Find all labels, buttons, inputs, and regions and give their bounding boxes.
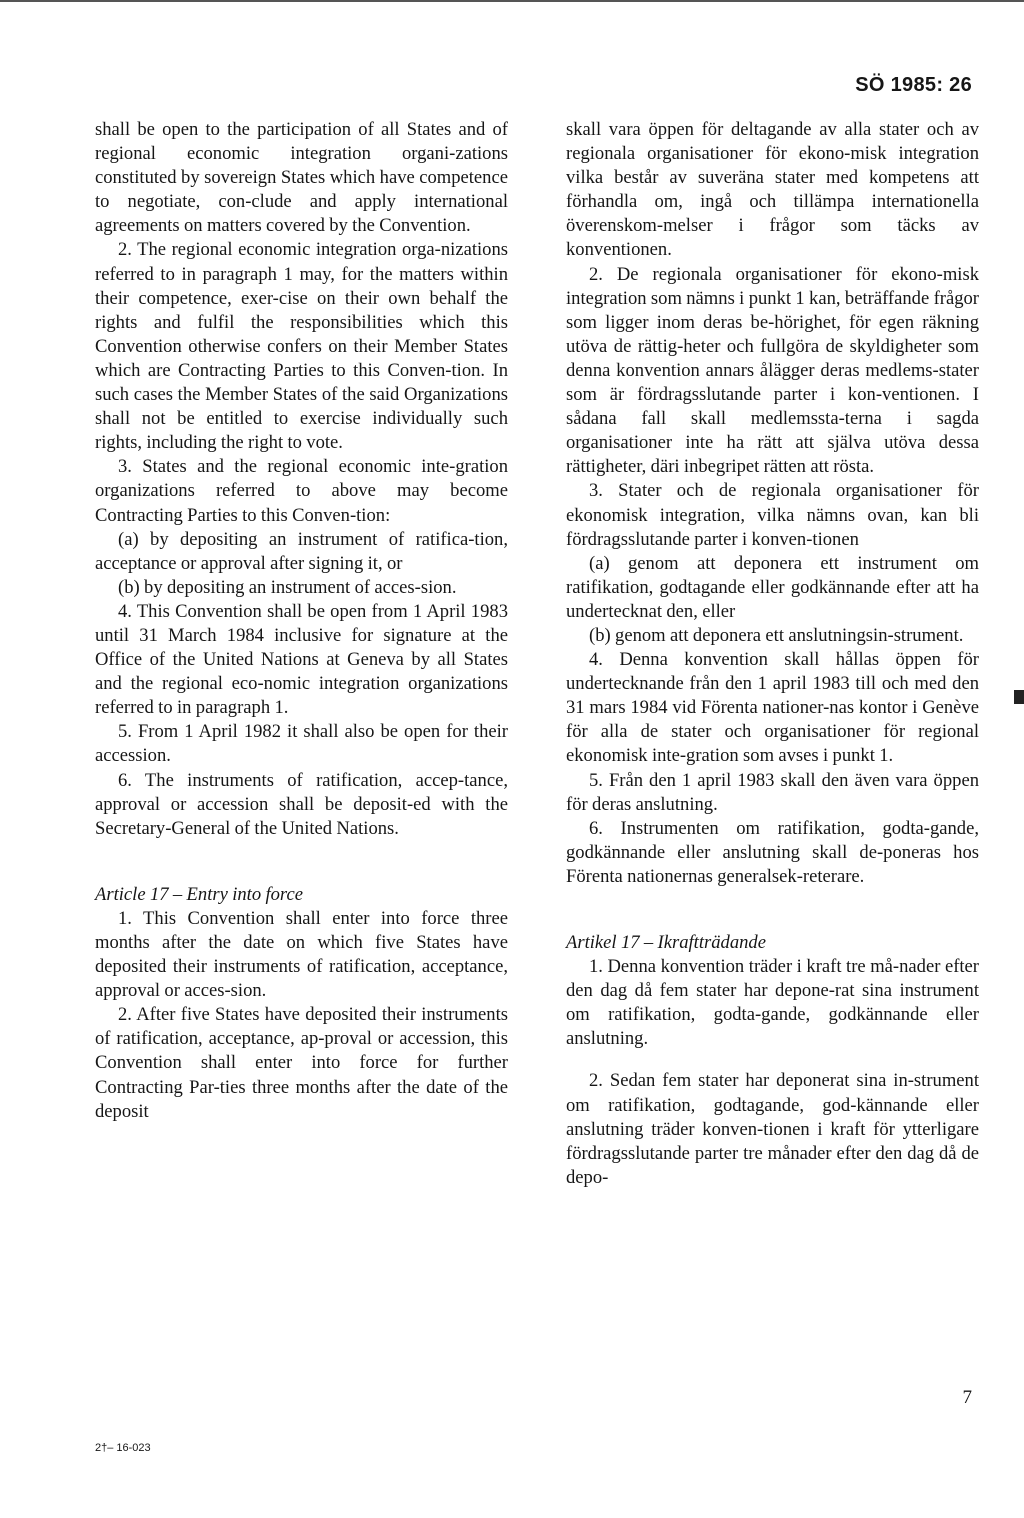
sv-paragraph-2: 2. De regionala organisationer för ekono-misk integration som nämns i punkt 1 kan, beträffande frågor som ligger inom deras be-hörighet, för egen räkning utöva de rättig-heter och fullgöra de skyldigheter som denna konvention annars ålägger deras medlems-stater som är fördragsslutande parter i kon-ventionen. I sådana fall skall medlemssta-terna i sagda organisationer inte ha rätt att själva utöva dessa rättigheter, däri inbegripet rätten att rösta. (566, 263, 979, 478)
en-paragraph-3a: (a) by depositing an instrument of ratifica-tion, acceptance or approval after signing it, or (95, 528, 508, 574)
en-intro-paragraph: shall be open to the participation of all States and of regional economic integration organi-zations constituted by sovereign States which have competence to negotiate, con-clude and apply international agreements on matters covered by the Convention. (95, 119, 508, 237)
sv-paragraph-5: 5. Från den 1 april 1983 skall den även vara öppen för deras anslutning. (566, 769, 979, 815)
sv-article-17-para-2: 2. Sedan fem stater har deponerat sina in-strument om ratifikation, godtagande, god-kännande eller anslutning träder konven-tionen i kraft för ytterligare fördragsslutande parter tre månader efter den dag då de depo- (566, 1070, 979, 1188)
top-border-rule (0, 0, 1024, 2)
sv-paragraph-3: 3. Stater och de regionala organisationer för ekonomisk integration, vilka nämns ovan, kan bli fördragsslutande parter i konven-tionen (566, 480, 979, 550)
en-paragraph-2: 2. The regional economic integration orga-nizations referred to in paragraph 1 may, for the matters within their competence, exer-cise on their own behalf the rights and fulfil the responsibilities which this Convention otherwise confers on their Member States which are Contracting Parties to this Conven-tion. In such cases the Member States of the said Organizations shall not be entitled to exercise individually such rights, including the right to vote. (95, 239, 508, 454)
en-article-17-para-2: 2. After five States have deposited their instruments of ratification, acceptance, ap-proval or accession, this Convention shall enter into force for further Contracting Par-ties three months after the date of the deposit (95, 1004, 508, 1122)
en-paragraph-3b: (b) by depositing an instrument of acces-sion. (118, 576, 457, 598)
print-code: 2†– 16-023 (95, 1442, 151, 1454)
en-paragraph-6: 6. The instruments of ratification, accep-tance, approval or accession shall be deposit-ed with the Secretary-General of the United Nations. (95, 769, 508, 839)
sv-article-17-heading: Artikel 17 – Ikraftträdande (566, 932, 766, 953)
scan-edge-mark (1014, 690, 1024, 704)
swedish-column (566, 118, 979, 1190)
sv-intro-paragraph: skall vara öppen för deltagande av alla stater och av regionala organisationer för ekono-misk integration vilka består av suveräna stater med kompetens att förhandla om, ingå och tillämpa internationella överenskom-melser i frågor som täcks av konventionen. (566, 119, 979, 261)
sv-article-17-para-1: 1. Denna konvention träder i kraft tre må-nader efter den dag då fem stater har depone-rat sina instrument om ratifikation, godta-gande, godkännande eller anslutning. (566, 956, 979, 1050)
sv-paragraph-4: 4. Denna konvention skall hållas öppen för undertecknande från den 1 april 1983 till och med den 31 mars 1984 vid Förenta nationer-nas kontor i Genève för alla de stater och organisationer för regional ekonomisk inte-gration som avses i punkt 1. (566, 649, 979, 767)
en-paragraph-4: 4. This Convention shall be open from 1 April 1983 until 31 March 1984 inclusive for signature at the Office of the United Nations at Geneva by all States and the regional eco-nomic integration organizations referred to in paragraph 1. (95, 600, 508, 719)
english-column (95, 118, 508, 1124)
sv-paragraph-3b: (b) genom att deponera ett anslutningsin-strument. (589, 624, 964, 646)
document-reference: SÖ 1985: 26 (855, 74, 972, 96)
page-number: 7 (962, 1387, 972, 1408)
en-paragraph-5: 5. From 1 April 1982 it shall also be open for their accession. (95, 721, 508, 767)
en-paragraph-3: 3. States and the regional economic inte-gration organizations referred to above may become Contracting Parties to this Conven-tion: (95, 456, 508, 526)
en-article-17-heading: Article 17 – Entry into force (95, 883, 303, 905)
sv-paragraph-3a: (a) genom att deponera ett instrument om ratifikation, godtagande eller godkännande efter att ha undertecknat den, eller (566, 552, 979, 622)
sv-paragraph-6: 6. Instrumenten om ratifikation, godta-gande, godkännande eller anslutning skall de-poneras hos Förenta nationernas generalsek-reterare. (566, 817, 979, 887)
en-article-17-para-1: 1. This Convention shall enter into force three months after the date on which five States have deposited their instruments of ratification, acceptance, approval or acces-sion. (95, 907, 508, 1002)
